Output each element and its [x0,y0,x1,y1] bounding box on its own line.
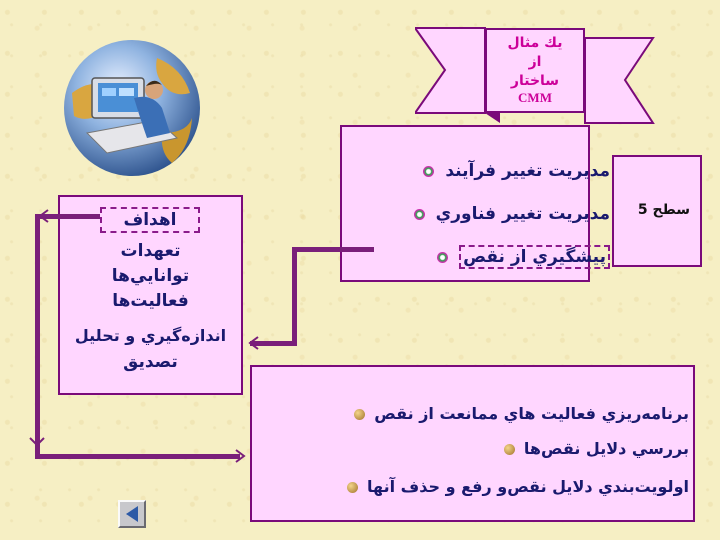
feature-measurement: اندازه‌گيري و تحليل [74,326,227,345]
practice-label-3: پيشگيري از نقص [459,245,610,269]
back-button[interactable] [118,500,146,528]
title-line-3: ساختار [510,73,560,89]
level-label: سطح 5 [637,202,690,218]
arrowhead-goals [40,210,48,222]
feature-verification: تصديق [123,352,178,372]
practice-label-2: مديريت تغيير فناوري [435,204,610,224]
title-line-4: CMM [518,90,552,105]
arrowhead-down [30,438,44,445]
feature-goals: اهداف [100,207,200,233]
feature-abilities: توانايي‌ها [111,266,190,286]
back-arrow-icon [120,502,144,526]
feature-commitments: تعهدات [120,241,181,261]
arrowhead-activities [236,450,244,462]
title-line-1: يك مثال [507,35,563,51]
activity-label-2: بررسي دلايل نقص‌ها [523,439,689,458]
feature-activities: فعاليت‌ها [112,291,189,311]
title-line-2: از [528,54,542,70]
activity-label-1: برنامه‌ريزي فعاليت هاي ممانعت از نقص [374,404,689,423]
activity-label-3: اولويت‌بندي دلايل نقص‌و رفع و حذف آنها [367,477,689,496]
arrowhead-measurement [250,337,258,349]
practice-label-1: مديريت تغيير فرآيند [445,161,610,181]
